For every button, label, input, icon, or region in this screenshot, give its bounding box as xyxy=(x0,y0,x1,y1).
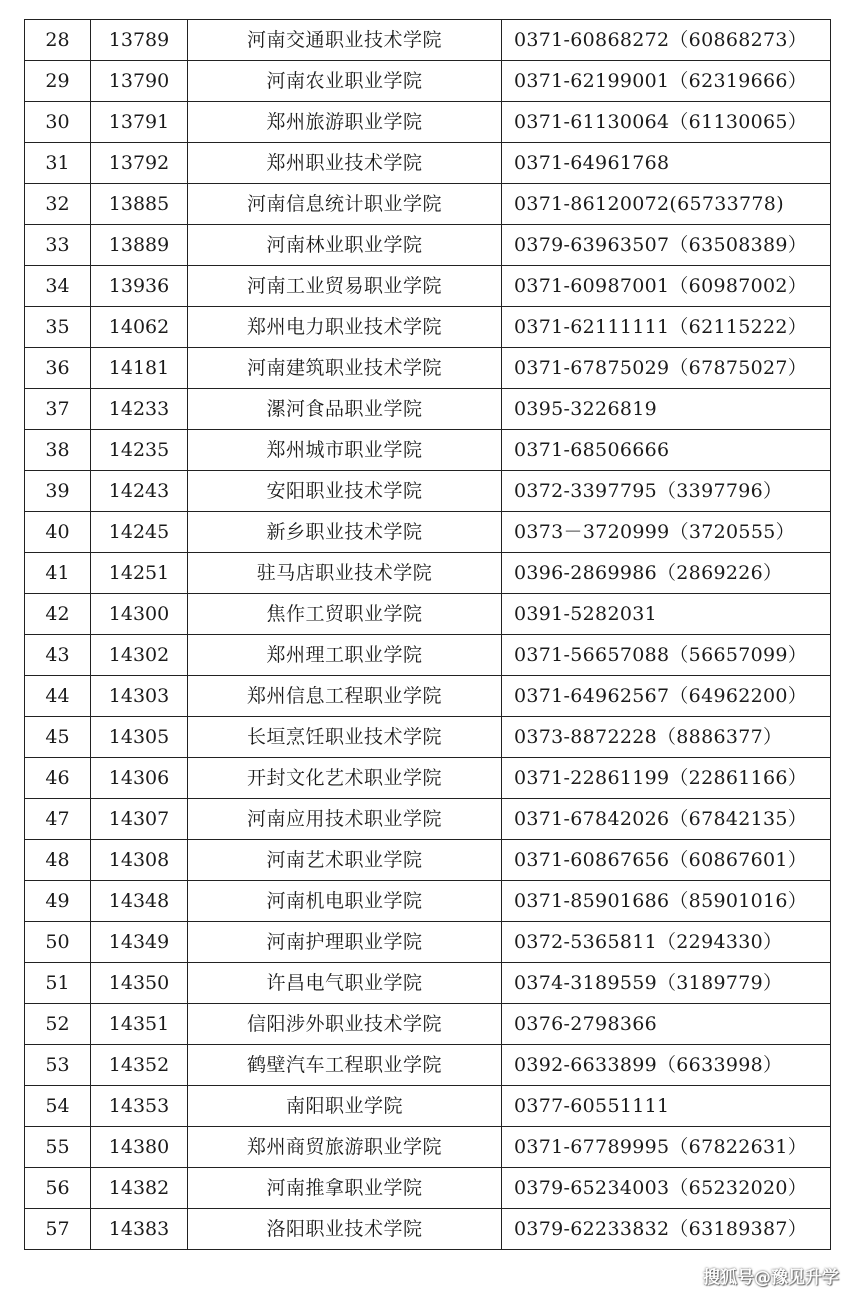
row-number: 34 xyxy=(25,266,91,307)
phone-number: 0371-60868272（60868273） xyxy=(502,20,831,61)
table-row xyxy=(25,266,831,307)
table-row xyxy=(25,717,831,758)
phone-number: 0371-64961768 xyxy=(502,143,831,184)
row-number: 56 xyxy=(25,1168,91,1209)
table-row xyxy=(25,1168,831,1209)
phone-number: 0373－3720999（3720555） xyxy=(502,512,831,553)
school-name: 河南工业贸易职业学院 xyxy=(188,266,502,307)
school-name: 开封文化艺术职业学院 xyxy=(188,758,502,799)
school-name: 驻马店职业技术学院 xyxy=(188,553,502,594)
school-name: 焦作工贸职业学院 xyxy=(188,594,502,635)
school-name: 郑州职业技术学院 xyxy=(188,143,502,184)
phone-number: 0371-64962567（64962200） xyxy=(502,676,831,717)
phone-number: 0372-5365811（2294330） xyxy=(502,922,831,963)
phone-number: 0371-60867656（60867601） xyxy=(502,840,831,881)
school-code: 14305 xyxy=(91,717,188,758)
watermark: 搜狐号@豫见升学 xyxy=(703,1268,839,1288)
table-row xyxy=(25,471,831,512)
table-row xyxy=(25,881,831,922)
row-number: 54 xyxy=(25,1086,91,1127)
row-number: 49 xyxy=(25,881,91,922)
school-code: 14243 xyxy=(91,471,188,512)
phone-number: 0371-61130064（61130065） xyxy=(502,102,831,143)
school-name: 河南机电职业学院 xyxy=(188,881,502,922)
row-number: 33 xyxy=(25,225,91,266)
row-number: 43 xyxy=(25,635,91,676)
row-number: 31 xyxy=(25,143,91,184)
school-code: 14245 xyxy=(91,512,188,553)
school-name: 河南交通职业技术学院 xyxy=(188,20,502,61)
school-name: 河南护理职业学院 xyxy=(188,922,502,963)
school-code: 14348 xyxy=(91,881,188,922)
phone-number: 0379-63963507（63508389） xyxy=(502,225,831,266)
row-number: 37 xyxy=(25,389,91,430)
row-number: 35 xyxy=(25,307,91,348)
table-row xyxy=(25,225,831,266)
school-code: 14353 xyxy=(91,1086,188,1127)
school-name: 河南建筑职业技术学院 xyxy=(188,348,502,389)
phone-number: 0391-5282031 xyxy=(502,594,831,635)
phone-number: 0374-3189559（3189779） xyxy=(502,963,831,1004)
table-row xyxy=(25,1045,831,1086)
school-name: 鹤壁汽车工程职业学院 xyxy=(188,1045,502,1086)
school-name: 许昌电气职业学院 xyxy=(188,963,502,1004)
row-number: 53 xyxy=(25,1045,91,1086)
school-name: 河南艺术职业学院 xyxy=(188,840,502,881)
school-code: 14181 xyxy=(91,348,188,389)
table-row xyxy=(25,553,831,594)
school-code: 14306 xyxy=(91,758,188,799)
school-name: 郑州旅游职业学院 xyxy=(188,102,502,143)
table-body xyxy=(25,20,831,1250)
school-code: 14302 xyxy=(91,635,188,676)
school-name: 郑州理工职业学院 xyxy=(188,635,502,676)
phone-number: 0371-62111111（62115222） xyxy=(502,307,831,348)
school-name: 河南林业职业学院 xyxy=(188,225,502,266)
table-row xyxy=(25,1127,831,1168)
row-number: 46 xyxy=(25,758,91,799)
table-row xyxy=(25,594,831,635)
school-name: 郑州城市职业学院 xyxy=(188,430,502,471)
school-name: 南阳职业学院 xyxy=(188,1086,502,1127)
table-row xyxy=(25,799,831,840)
row-number: 48 xyxy=(25,840,91,881)
phone-number: 0371-67789995（67822631） xyxy=(502,1127,831,1168)
table-row xyxy=(25,1004,831,1045)
table-row xyxy=(25,307,831,348)
table-row xyxy=(25,1086,831,1127)
row-number: 55 xyxy=(25,1127,91,1168)
school-name: 新乡职业技术学院 xyxy=(188,512,502,553)
row-number: 57 xyxy=(25,1209,91,1250)
school-name: 郑州商贸旅游职业学院 xyxy=(188,1127,502,1168)
college-contact-table xyxy=(24,19,831,1250)
table-row xyxy=(25,922,831,963)
school-code: 14308 xyxy=(91,840,188,881)
table-row xyxy=(25,635,831,676)
table-row xyxy=(25,20,831,61)
school-code: 13889 xyxy=(91,225,188,266)
school-name: 河南信息统计职业学院 xyxy=(188,184,502,225)
table-row xyxy=(25,184,831,225)
school-code: 13791 xyxy=(91,102,188,143)
school-name: 河南推拿职业学院 xyxy=(188,1168,502,1209)
table-row xyxy=(25,102,831,143)
phone-number: 0371-67875029（67875027） xyxy=(502,348,831,389)
table-row xyxy=(25,676,831,717)
row-number: 47 xyxy=(25,799,91,840)
school-code: 14349 xyxy=(91,922,188,963)
school-code: 14383 xyxy=(91,1209,188,1250)
row-number: 39 xyxy=(25,471,91,512)
school-name: 郑州信息工程职业学院 xyxy=(188,676,502,717)
row-number: 41 xyxy=(25,553,91,594)
school-code: 14351 xyxy=(91,1004,188,1045)
school-code: 14251 xyxy=(91,553,188,594)
school-name: 河南农业职业学院 xyxy=(188,61,502,102)
phone-number: 0379-65234003（65232020） xyxy=(502,1168,831,1209)
row-number: 28 xyxy=(25,20,91,61)
phone-number: 0379-62233832（63189387） xyxy=(502,1209,831,1250)
row-number: 50 xyxy=(25,922,91,963)
school-code: 14235 xyxy=(91,430,188,471)
table-row xyxy=(25,512,831,553)
school-name: 洛阳职业技术学院 xyxy=(188,1209,502,1250)
school-name: 长垣烹饪职业技术学院 xyxy=(188,717,502,758)
phone-number: 0371-67842026（67842135） xyxy=(502,799,831,840)
phone-number: 0377-60551111 xyxy=(502,1086,831,1127)
phone-number: 0392-6633899（6633998） xyxy=(502,1045,831,1086)
school-code: 13790 xyxy=(91,61,188,102)
school-name: 安阳职业技术学院 xyxy=(188,471,502,512)
school-code: 13936 xyxy=(91,266,188,307)
row-number: 42 xyxy=(25,594,91,635)
phone-number: 0373-8872228（8886377） xyxy=(502,717,831,758)
phone-number: 0371-22861199（22861166） xyxy=(502,758,831,799)
phone-number: 0371-62199001（62319666） xyxy=(502,61,831,102)
row-number: 36 xyxy=(25,348,91,389)
row-number: 29 xyxy=(25,61,91,102)
row-number: 45 xyxy=(25,717,91,758)
school-code: 14233 xyxy=(91,389,188,430)
table-row xyxy=(25,61,831,102)
school-code: 14307 xyxy=(91,799,188,840)
table-row xyxy=(25,348,831,389)
phone-number: 0372-3397795（3397796） xyxy=(502,471,831,512)
school-code: 14352 xyxy=(91,1045,188,1086)
table-row xyxy=(25,758,831,799)
phone-number: 0376-2798366 xyxy=(502,1004,831,1045)
phone-number: 0395-3226819 xyxy=(502,389,831,430)
phone-number: 0396-2869986（2869226） xyxy=(502,553,831,594)
school-code: 14350 xyxy=(91,963,188,1004)
row-number: 40 xyxy=(25,512,91,553)
school-code: 14380 xyxy=(91,1127,188,1168)
school-code: 14382 xyxy=(91,1168,188,1209)
phone-number: 0371-60987001（60987002） xyxy=(502,266,831,307)
phone-number: 0371-56657088（56657099） xyxy=(502,635,831,676)
phone-number: 0371-85901686（85901016） xyxy=(502,881,831,922)
table-row xyxy=(25,1209,831,1250)
school-name: 河南应用技术职业学院 xyxy=(188,799,502,840)
school-code: 14062 xyxy=(91,307,188,348)
school-code: 13792 xyxy=(91,143,188,184)
table-row xyxy=(25,963,831,1004)
row-number: 38 xyxy=(25,430,91,471)
row-number: 30 xyxy=(25,102,91,143)
phone-number: 0371-68506666 xyxy=(502,430,831,471)
school-name: 漯河食品职业学院 xyxy=(188,389,502,430)
school-code: 14303 xyxy=(91,676,188,717)
table-row xyxy=(25,389,831,430)
school-code: 13789 xyxy=(91,20,188,61)
table-row xyxy=(25,430,831,471)
school-code: 13885 xyxy=(91,184,188,225)
school-name: 信阳涉外职业技术学院 xyxy=(188,1004,502,1045)
row-number: 32 xyxy=(25,184,91,225)
row-number: 44 xyxy=(25,676,91,717)
phone-number: 0371-86120072(65733778) xyxy=(502,184,831,225)
school-code: 14300 xyxy=(91,594,188,635)
school-name: 郑州电力职业技术学院 xyxy=(188,307,502,348)
table-row xyxy=(25,840,831,881)
table-row xyxy=(25,143,831,184)
row-number: 51 xyxy=(25,963,91,1004)
row-number: 52 xyxy=(25,1004,91,1045)
